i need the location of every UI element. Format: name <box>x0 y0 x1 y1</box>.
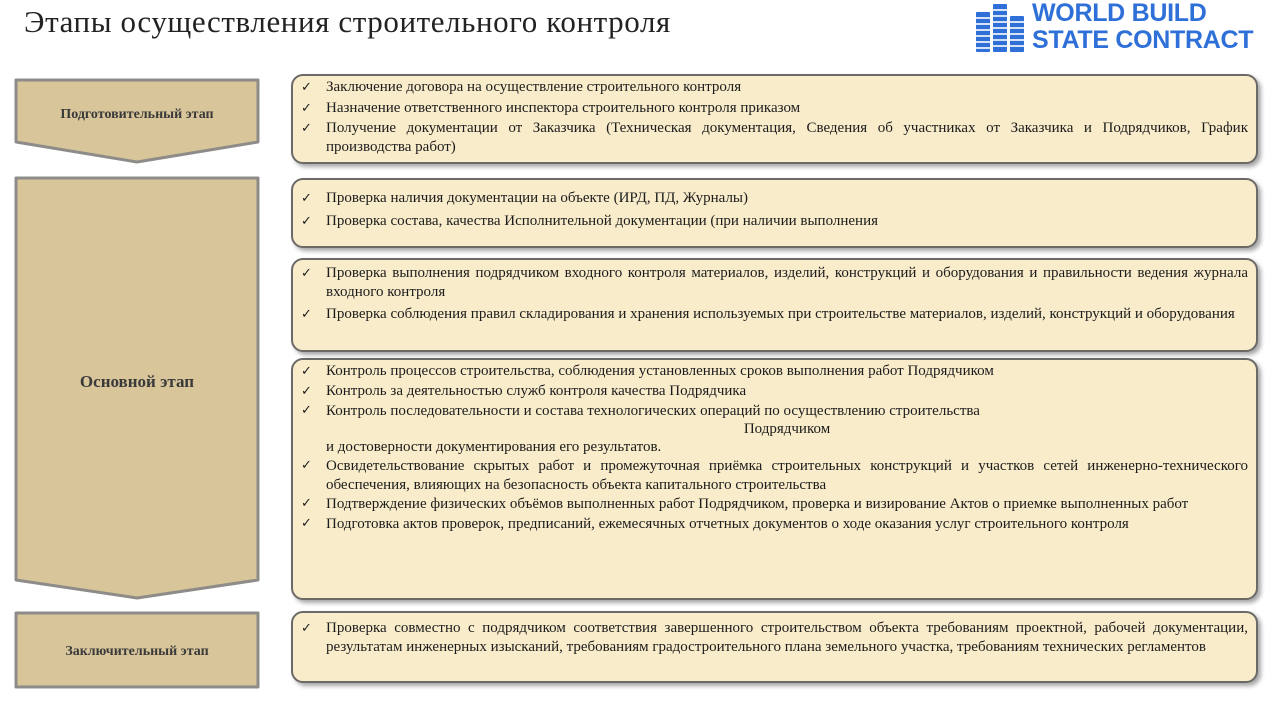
list-item-text: Подрядчиком <box>743 421 831 437</box>
documentation-check-box <box>291 178 1258 248</box>
materials-check-box <box>291 258 1258 352</box>
stage-label-main: Основной этап <box>79 372 195 391</box>
list-item: ✓ Заключение договора на осуществление строительного контроля <box>301 78 1248 98</box>
preparatory-tasks-box <box>291 74 1258 164</box>
stage-preparatory <box>14 78 260 164</box>
logo-line-2: STATE CONTRACT <box>1032 26 1254 54</box>
list-item: ✓ Освидетельствование скрытых работ и промежуточная приёмка строительных конструкций и участков сетей инженерно-технического обеспечения, влияющих на безопасность объекта капитального строительства <box>301 457 1248 494</box>
logo-line-1: WORLD BUILD <box>1032 0 1207 27</box>
building-logo-icon <box>972 2 1028 54</box>
list-item: ✓ Проверка наличия документации на объекте (ИРД, ПД, Журналы) <box>301 189 1248 209</box>
stage-label-preparatory: Подготовительный этап <box>60 107 214 122</box>
list-item <box>301 402 1248 438</box>
logo-text <box>1032 0 1253 54</box>
list-item: ✓ Контроль процессов строительства, соблюдения установленных сроков выполнения работ Подрядчиком <box>301 362 1248 381</box>
list-item-continuation: и достоверности документирования его результатов. <box>326 439 662 455</box>
list-item: ✓ Проверка выполнения подрядчиком входного контроля материалов, изделий, конструкций и оборудования и правильности ведения журнала входного контроля <box>301 264 1248 302</box>
stage-main <box>14 176 260 600</box>
process-control-box <box>291 358 1258 600</box>
list-item: ✓ Проверка соблюдения правил складирования и хранения используемых при строительстве материалов, изделий, конструкций и оборудования <box>301 305 1248 324</box>
stage-label-final: Заключительный этап <box>65 644 209 659</box>
company-logo <box>970 0 1270 56</box>
list-item: ✓ Подтверждение физических объёмов выполненных работ Подрядчиком, проверка и визирование Актов о приемке выполненных работ <box>301 495 1248 514</box>
list-item: ✓ Подготовка актов проверок, предписаний, ежемесячных отчетных документов о ходе оказания услуг строительного контроля <box>301 515 1248 534</box>
stage-final <box>14 611 260 689</box>
list-item-text: Контроль последовательности и состава технологических операций по осуществлению строительства <box>326 403 980 419</box>
final-tasks-box <box>291 611 1258 683</box>
list-item: ✓ Проверка состава, качества Исполнительной документации (при наличии выполнения <box>301 212 1248 232</box>
list-item: ✓ Контроль за деятельностью служб контроля качества Подрядчика <box>301 382 1248 401</box>
list-item: ✓ Назначение ответственного инспектора строительного контроля приказом <box>301 99 1248 119</box>
list-item: ✓ Получение документации от Заказчика (Техническая документация, Сведения об участниках от Заказчика и Подрядчиков, График производства работ) <box>301 119 1248 157</box>
page-title: Этапы осуществления строительного контроля <box>24 4 671 39</box>
list-item: ✓ Проверка совместно с подрядчиком соответствия завершенного строительством объекта требованиям проектной, рабочей документации, результатам инженерных изысканий, требованиям градостроительного плана земельного участка, требованиям технических регламентов <box>301 619 1248 657</box>
